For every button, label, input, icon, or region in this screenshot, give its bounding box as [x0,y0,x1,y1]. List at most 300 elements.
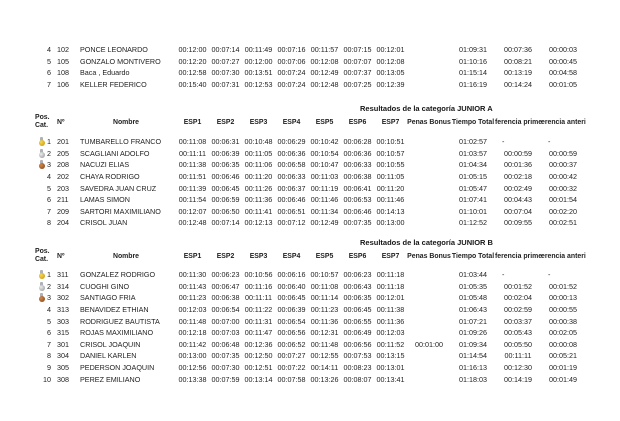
esp-time: 00:06:51 [277,206,306,216]
esp-time: 00:12:58 [178,68,207,78]
table-row [28,148,585,160]
total-value: 01:05:48 [459,293,487,303]
silver-medal-icon [38,149,45,159]
total-value: 01:03:44 [459,270,487,280]
dif-primero-value: 00:01:52 [504,281,532,291]
row-pos: 2 [47,148,51,158]
dif-anterior-value: 00:00:55 [549,305,577,315]
esp-time: 00:06:40 [277,281,306,291]
esp-time: 00:11:51 [178,172,207,182]
esp-time: 00:11:42 [178,339,207,349]
esp-time: 00:07:12 [277,218,306,228]
row-pos: 3 [47,160,51,170]
pos-header-line2: Cat. [35,256,49,263]
table-row [28,44,585,56]
row-pos: 8 [47,351,51,361]
row-pos: 4 [47,305,51,315]
junior-a-header [28,112,585,132]
esp-time: 00:11:52 [376,339,405,349]
bronze-medal-icon [38,160,45,170]
row-name: PONCE LEONARDO [80,45,148,55]
esp-time: 00:12:07 [178,206,207,216]
esp-time: 00:08:07 [343,374,372,384]
esp-time: 00:07:35 [343,218,372,228]
esp-time: 00:07:06 [277,56,306,66]
row-name: RODRIGUEZ BAUTISTA [80,316,160,326]
esp-time: 00:11:26 [244,183,273,193]
dif-anterior-value: 00:01:54 [549,195,577,205]
esp-time: 00:11:46 [376,195,405,205]
position-cell [28,328,54,338]
total-value: 01:12:52 [459,218,487,228]
position-cell [28,363,54,373]
esp-time: 00:06:46 [343,206,372,216]
esp-time: 00:06:41 [343,183,372,193]
esp-time: 00:12:31 [310,328,339,338]
total-value: 01:05:47 [459,183,487,193]
row-pos: 4 [47,172,51,182]
esp-time: 00:07:07 [343,56,372,66]
total-value: 01:09:34 [459,339,487,349]
row-name: LAMAS SIMON [80,195,130,205]
esp-time: 00:06:37 [277,183,306,193]
table-row [28,350,585,362]
dif-primero-value: 00:05:50 [504,339,532,349]
row-pos: 6 [47,195,51,205]
dif-primero-value: 00:05:43 [504,328,532,338]
esp-time: 00:13:38 [178,374,207,384]
esp-time: 00:13:14 [244,374,273,384]
row-num: 315 [57,328,69,338]
pos-cat-header [28,114,54,130]
dif-primero-value: 00:04:43 [504,195,532,205]
esp-time: 00:11:39 [178,183,207,193]
row-num: 203 [57,183,69,193]
silver-medal-icon [38,282,45,292]
esp-time: 00:11:08 [178,137,207,147]
row-name: PEDERSON JOAQUIN [80,363,155,373]
table-row [28,159,585,171]
esp-time: 00:07:00 [211,316,240,326]
esp-time: 00:12:36 [244,339,273,349]
total-value: 01:07:21 [459,316,487,326]
esp-time: 00:07:14 [211,218,240,228]
dif-anterior-value: 00:04:58 [549,68,577,78]
position-cell [28,137,54,147]
esp-time: 00:12:08 [376,56,405,66]
dif-anterior-value: 00:00:37 [549,160,577,170]
esp-time: 00:10:42 [310,137,339,147]
esp1-header: ESP1 [183,252,202,260]
row-pos: 7 [47,206,51,216]
total-value: 01:04:34 [459,160,487,170]
junior-b-header [28,246,585,266]
table-row [28,182,585,194]
esp7-header: ESP7 [381,252,400,260]
esp-time: 00:07:58 [277,374,306,384]
esp-time: 00:06:39 [277,305,306,315]
row-name: NACUZI ELIAS [80,160,130,170]
dif-primero-value: 00:12:30 [504,363,532,373]
esp-time: 00:12:48 [178,218,207,228]
esp-time: 00:12:03 [178,305,207,315]
table-row [28,206,585,218]
dif-anterior-value: 00:01:49 [549,374,577,384]
esp-time: 00:06:55 [343,316,372,326]
esp-time: 00:06:54 [211,305,240,315]
row-name: GONZALO MONTIVERO [80,56,161,66]
junior-b-rows [28,269,585,385]
row-name: ROJAS MAXIMILIANO [80,328,154,338]
esp-time: 00:06:59 [211,195,240,205]
position-cell [28,316,54,326]
row-name: SARTORI MAXIMILIANO [80,206,161,216]
esp3-header: ESP3 [249,252,268,260]
esp-time: 00:14:13 [376,206,405,216]
esp-time: 00:06:23 [343,270,372,280]
esp-time: 00:07:53 [343,351,372,361]
esp-time: 00:12:53 [244,80,273,90]
esp-time: 00:12:00 [244,56,273,66]
esp-time: 00:06:35 [211,160,240,170]
esp-time: 00:11:36 [376,316,405,326]
esp-time: 00:12:13 [244,218,273,228]
total-value: 01:18:03 [459,374,487,384]
esp-time: 00:11:43 [178,281,207,291]
bronze-medal-icon [38,293,45,303]
row-name: SAVEDRA JUAN CRUZ [80,183,157,193]
position-cell [28,57,54,67]
esp7-header: ESP7 [381,118,400,126]
table-row [28,67,585,79]
esp3-header: ESP3 [249,118,268,126]
row-pos: 6 [47,68,51,78]
row-pos: 5 [47,56,51,66]
esp-time: 00:06:45 [343,305,372,315]
esp1-header: ESP1 [183,118,202,126]
dif-anterior-value: 00:00:32 [549,183,577,193]
esp-time: 00:10:48 [244,137,273,147]
esp2-header: ESP2 [216,118,235,126]
total-value: 01:05:35 [459,281,487,291]
esp-time: 00:10:54 [310,148,339,158]
position-cell [28,282,54,292]
esp-time: 00:13:41 [376,374,405,384]
dif-anterior-value: 00:00:13 [549,293,577,303]
esp-time: 00:13:51 [244,68,273,78]
table-row [28,79,585,91]
dif-anterior-value: 00:01:05 [549,80,577,90]
table-row [28,373,585,385]
esp-time: 00:10:57 [376,148,405,158]
esp-time: 00:06:45 [211,183,240,193]
esp-time: 00:11:48 [178,316,207,326]
row-name: GONZALEZ RODRIGO [80,270,156,280]
esp-time: 00:13:01 [376,363,405,373]
position-cell [28,218,54,228]
esp-time: 00:06:56 [343,339,372,349]
esp-time: 00:15:40 [178,80,207,90]
dif-primero-value: 00:14:24 [504,80,532,90]
dif-primero-value: 00:07:04 [504,206,532,216]
esp-time: 00:12:49 [310,68,339,78]
esp-time: 00:08:23 [343,363,372,373]
position-cell [28,45,54,55]
esp-time: 00:11:48 [310,339,339,349]
esp-time: 00:07:27 [277,351,306,361]
esp-time: 00:07:35 [211,351,240,361]
esp-time: 00:07:14 [211,45,240,55]
dif-anterior-value: 00:00:38 [549,316,577,326]
esp-time: 00:13:00 [376,218,405,228]
total-value: 01:09:26 [459,328,487,338]
total-value: 01:15:14 [459,68,487,78]
esp-time: 00:11:03 [310,172,339,182]
esp-time: 00:11:38 [376,305,405,315]
row-num: 313 [57,305,69,315]
position-cell [28,195,54,205]
esp-time: 00:06:36 [277,148,306,158]
dif-primero-value: 00:02:59 [504,305,532,315]
dif-primero-value: 00:02:49 [504,183,532,193]
pos-header-line2: Cat. [35,122,49,129]
total-value: 01:06:43 [459,305,487,315]
dif-anterior-value: 00:00:45 [549,56,577,66]
dif-primero-value: 00:11:11 [504,351,532,361]
esp-time: 00:10:47 [310,160,339,170]
esp-time: 00:06:58 [277,160,306,170]
dif-primero-value: - [502,137,505,147]
esp-time: 00:07:22 [277,363,306,373]
esp-time: 00:06:38 [343,172,372,182]
esp-time: 00:11:18 [376,281,405,291]
row-num: 105 [57,56,69,66]
esp-time: 00:11:31 [244,316,273,326]
esp-time: 00:14:11 [310,363,339,373]
dif-primero-value: 00:07:36 [504,45,532,55]
esp-time: 00:12:01 [376,45,405,55]
esp-time: 00:12:00 [178,45,207,55]
esp-time: 00:07:24 [277,80,306,90]
num-header: Nº [57,252,65,260]
esp-time: 00:11:20 [244,172,273,182]
esp5-header: ESP5 [315,252,334,260]
row-num: 305 [57,363,69,373]
esp-time: 00:06:53 [343,195,372,205]
table-row [28,56,585,68]
esp-time: 00:06:39 [211,148,240,158]
esp-time: 00:07:27 [211,56,240,66]
esp-time: 00:11:47 [244,328,273,338]
dif-primero-value: 00:03:37 [504,316,532,326]
esp-time: 00:11:18 [376,270,405,280]
esp-time: 00:06:45 [277,293,306,303]
esp-time: 00:06:29 [277,137,306,147]
esp-time: 00:11:49 [244,45,273,55]
esp-time: 00:11:05 [376,172,405,182]
esp-time: 00:06:28 [343,137,372,147]
esp-time: 00:06:33 [277,172,306,182]
dif-anterior-header: erencia anteri [541,252,586,260]
esp-time: 00:11:22 [244,305,273,315]
esp-time: 00:11:20 [376,183,405,193]
table-row [28,217,585,229]
row-pos: 7 [47,339,51,349]
esp-time: 00:13:00 [178,351,207,361]
row-num: 303 [57,316,69,326]
esp-time: 00:06:23 [211,270,240,280]
dif-anterior-value: - [548,270,551,280]
row-name: BENAVIDEZ ETHIAN [80,305,149,315]
junior-a-title: Resultados de la categoría JUNIOR A [360,104,493,113]
table-row [28,327,585,339]
esp-time: 00:07:24 [277,68,306,78]
row-name: TUMBARELLO FRANCO [80,137,162,147]
row-pos: 5 [47,183,51,193]
esp-time: 00:11:16 [244,281,273,291]
row-name: CRISOL JUAN [80,218,128,228]
esp-time: 00:11:14 [310,293,339,303]
esp5-header: ESP5 [315,118,334,126]
junior-a-rows [28,136,585,229]
esp-time: 00:06:33 [343,160,372,170]
table-row [28,339,585,351]
dif-anterior-value: 00:00:03 [549,45,577,55]
esp-time: 00:06:16 [277,270,306,280]
row-pos: 4 [47,45,51,55]
esp-time: 00:12:01 [376,293,405,303]
num-header: Nº [57,118,65,126]
esp-time: 00:06:31 [211,137,240,147]
esp-time: 00:11:36 [244,195,273,205]
row-num: 208 [57,160,69,170]
position-cell [28,305,54,315]
row-pos: 2 [47,281,51,291]
table-row [28,194,585,206]
esp-time: 00:12:49 [310,218,339,228]
row-pos: 10 [43,374,51,384]
esp-time: 00:06:36 [343,148,372,158]
row-num: 201 [57,137,69,147]
esp4-header: ESP4 [282,252,301,260]
esp-time: 00:12:03 [376,328,405,338]
row-name: SCAGLIANI ADOLFO [80,148,150,158]
row-pos: 3 [47,293,51,303]
esp-time: 00:12:50 [244,351,273,361]
nombre-header: Nombre [112,118,140,126]
row-num: 308 [57,374,69,384]
row-num: 209 [57,206,69,216]
esp-time: 00:11:36 [310,316,339,326]
row-num: 108 [57,68,69,78]
total-value: 01:16:13 [459,363,487,373]
esp-time: 00:07:30 [211,68,240,78]
row-name: CRISOL JOAQUIN [80,339,141,349]
row-name: DANIEL KARLEN [80,351,137,361]
esp-time: 00:06:35 [343,293,372,303]
esp-time: 00:11:08 [310,281,339,291]
position-cell [28,183,54,193]
tiempo-total-header: Tiempo Total [451,118,495,126]
esp-time: 00:12:18 [178,328,207,338]
esp-time: 00:12:55 [310,351,339,361]
esp-time: 00:06:46 [277,195,306,205]
esp-time: 00:07:15 [343,45,372,55]
esp-time: 00:06:56 [277,328,306,338]
total-value: 01:07:41 [459,195,487,205]
dif-anterior-value: 00:01:19 [549,363,577,373]
dif-anterior-value: 00:05:21 [549,351,577,361]
esp-time: 00:11:19 [310,183,339,193]
esp-time: 00:11:46 [310,195,339,205]
esp-time: 00:07:37 [343,68,372,78]
row-num: 102 [57,45,69,55]
row-num: 106 [57,80,69,90]
esp-time: 00:12:20 [178,56,207,66]
nombre-header: Nombre [112,252,140,260]
penas-value: 00:01:00 [415,339,443,349]
table-row [28,362,585,374]
esp-time: 00:07:30 [211,363,240,373]
penas-bonus-header: Penas Bonus [407,118,451,126]
total-value: 01:14:54 [459,351,487,361]
table-row [28,292,585,304]
dif-anterior-value: 00:02:51 [549,218,577,228]
esp6-header: ESP6 [348,118,367,126]
total-value: 01:03:57 [459,148,487,158]
dif-anterior-value: 00:02:20 [549,206,577,216]
dif-anterior-value: 00:00:59 [549,148,577,158]
esp2-header: ESP2 [216,252,235,260]
esp-time: 00:11:30 [178,270,207,280]
row-num: 302 [57,293,69,303]
esp-time: 00:10:51 [376,137,405,147]
pos-header-line1: Pos. [35,248,50,256]
esp-time: 00:13:26 [310,374,339,384]
position-cell [28,149,54,159]
dif-primero-value: 00:09:55 [504,218,532,228]
esp-time: 00:11:23 [178,293,207,303]
esp-time: 00:06:49 [343,328,372,338]
esp-time: 00:06:46 [211,172,240,182]
row-pos: 1 [47,270,51,280]
junior-b-title: Resultados de la categoría JUNIOR B [360,238,493,247]
row-num: 301 [57,339,69,349]
esp-time: 00:10:56 [244,270,273,280]
position-cell [28,351,54,361]
row-num: 202 [57,172,69,182]
dif-primero-value: 00:14:19 [504,374,532,384]
row-name: PEREZ EMILIANO [80,374,141,384]
esp-time: 00:06:47 [211,281,240,291]
esp-time: 00:13:05 [376,68,405,78]
esp-time: 00:07:31 [211,80,240,90]
esp-time: 00:11:11 [245,293,272,303]
table-row [28,269,585,281]
total-value: 01:09:31 [459,45,487,55]
table-row [28,171,585,183]
gold-medal-icon [38,270,45,280]
dif-primero-value: 00:00:59 [504,148,532,158]
position-cell [28,68,54,78]
total-value: 01:16:19 [459,80,487,90]
row-pos: 5 [47,316,51,326]
row-num: 314 [57,281,69,291]
dif-primero-value: 00:08:21 [504,56,532,66]
esp-time: 00:06:38 [211,293,240,303]
table-row [28,281,585,293]
esp-time: 00:11:34 [310,206,339,216]
